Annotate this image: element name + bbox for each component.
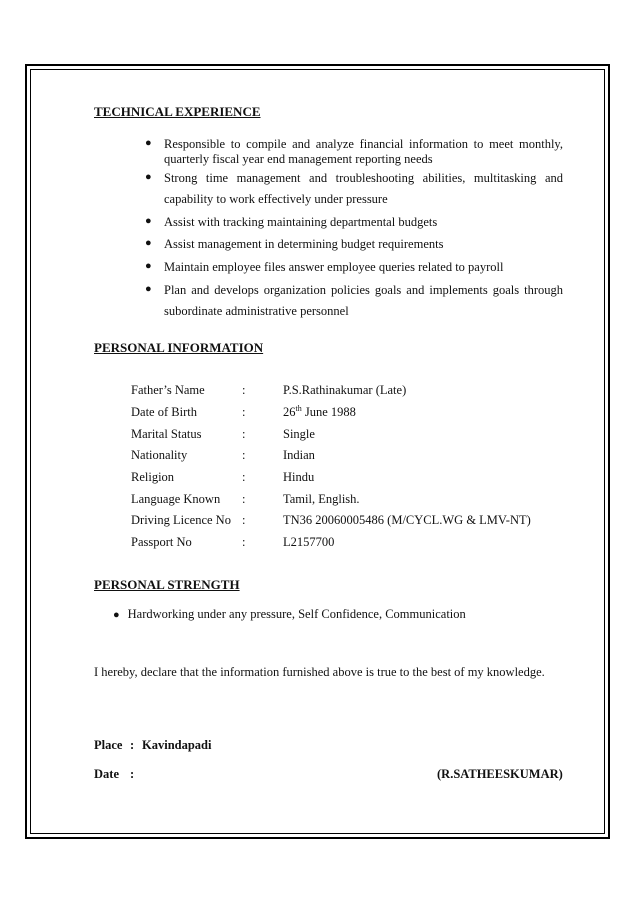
bullet-text: Assist with tracking maintaining departmental budgets — [164, 215, 438, 229]
info-label: Nationality — [131, 448, 188, 462]
bullet-text: Assist management in determining budget requirements — [164, 237, 444, 251]
bullet-icon: ● — [145, 283, 152, 295]
list-item — [145, 283, 563, 323]
info-label: Language Known — [131, 492, 221, 506]
bullet-icon: ● — [145, 137, 152, 149]
info-value: Single — [283, 427, 315, 441]
bullet-text: Plan and develops organization policies goals and implements goals through — [164, 283, 563, 297]
personal-information-heading: PERSONAL INFORMATION — [94, 340, 264, 355]
bullet-text: quarterly fiscal year end management reporting needs — [164, 152, 433, 166]
info-label: Date of Birth — [131, 405, 197, 419]
bullet-icon: ● — [113, 609, 120, 621]
info-value: L2157700 — [283, 535, 335, 549]
info-value: Indian — [283, 448, 315, 462]
list-item — [145, 171, 563, 207]
bullet-icon: ● — [145, 237, 152, 249]
personal-strength-heading: PERSONAL STRENGTH — [94, 577, 240, 592]
info-value: Tamil, English. — [283, 492, 360, 506]
place-label: Place — [94, 738, 123, 752]
bullet-text: capability to work effectively under pressure — [164, 192, 388, 206]
info-colon: : — [242, 383, 246, 397]
declaration-text: I hereby, declare that the information furnished above is true to the best of my knowledge. — [94, 665, 545, 679]
bullet-text: Strong time management and troubleshooting abilities, multitasking and — [164, 171, 563, 185]
info-value: P.S.Rathinakumar (Late) — [283, 383, 407, 397]
info-label: Passport No — [131, 535, 192, 549]
bullet-text: Maintain employee files answer employee queries related to payroll — [164, 260, 504, 274]
info-colon: : — [242, 405, 246, 419]
info-colon: : — [242, 492, 246, 506]
date-colon: : — [130, 767, 135, 781]
info-value — [283, 405, 356, 420]
signature-name: (R.SATHEESKUMAR) — [437, 767, 563, 781]
info-label: Father’s Name — [131, 383, 205, 397]
bullet-icon: ● — [145, 260, 152, 272]
bullet-icon: ● — [145, 171, 152, 183]
info-colon: : — [242, 535, 246, 549]
dob-suffix: th — [295, 403, 302, 413]
info-value: TN36 20060005486 (M/CYCL.WG & LMV-NT) — [283, 513, 531, 527]
info-label: Marital Status — [131, 427, 202, 441]
list-item — [113, 607, 466, 622]
date-label: Date — [94, 767, 119, 781]
info-value: Hindu — [283, 470, 315, 484]
place-value: Kavindapadi — [142, 738, 212, 752]
bullet-text: Responsible to compile and analyze financial information to meet monthly, — [164, 137, 563, 151]
info-label: Driving Licence No — [131, 513, 231, 527]
info-colon: : — [242, 513, 246, 527]
info-colon: : — [242, 470, 246, 484]
dob-day: 26 — [283, 405, 296, 419]
bullet-text: subordinate administrative personnel — [164, 304, 349, 318]
info-colon: : — [242, 448, 246, 462]
bullet-icon: ● — [145, 215, 152, 227]
list-item — [145, 137, 563, 169]
strength-text: Hardworking under any pressure, Self Confidence, Communication — [127, 607, 466, 621]
info-colon: : — [242, 427, 246, 441]
dob-rest: June 1988 — [301, 405, 356, 419]
place-colon: : — [130, 738, 135, 752]
info-label: Religion — [131, 470, 175, 484]
technical-experience-heading: TECHNICAL EXPERIENCE — [94, 104, 261, 119]
